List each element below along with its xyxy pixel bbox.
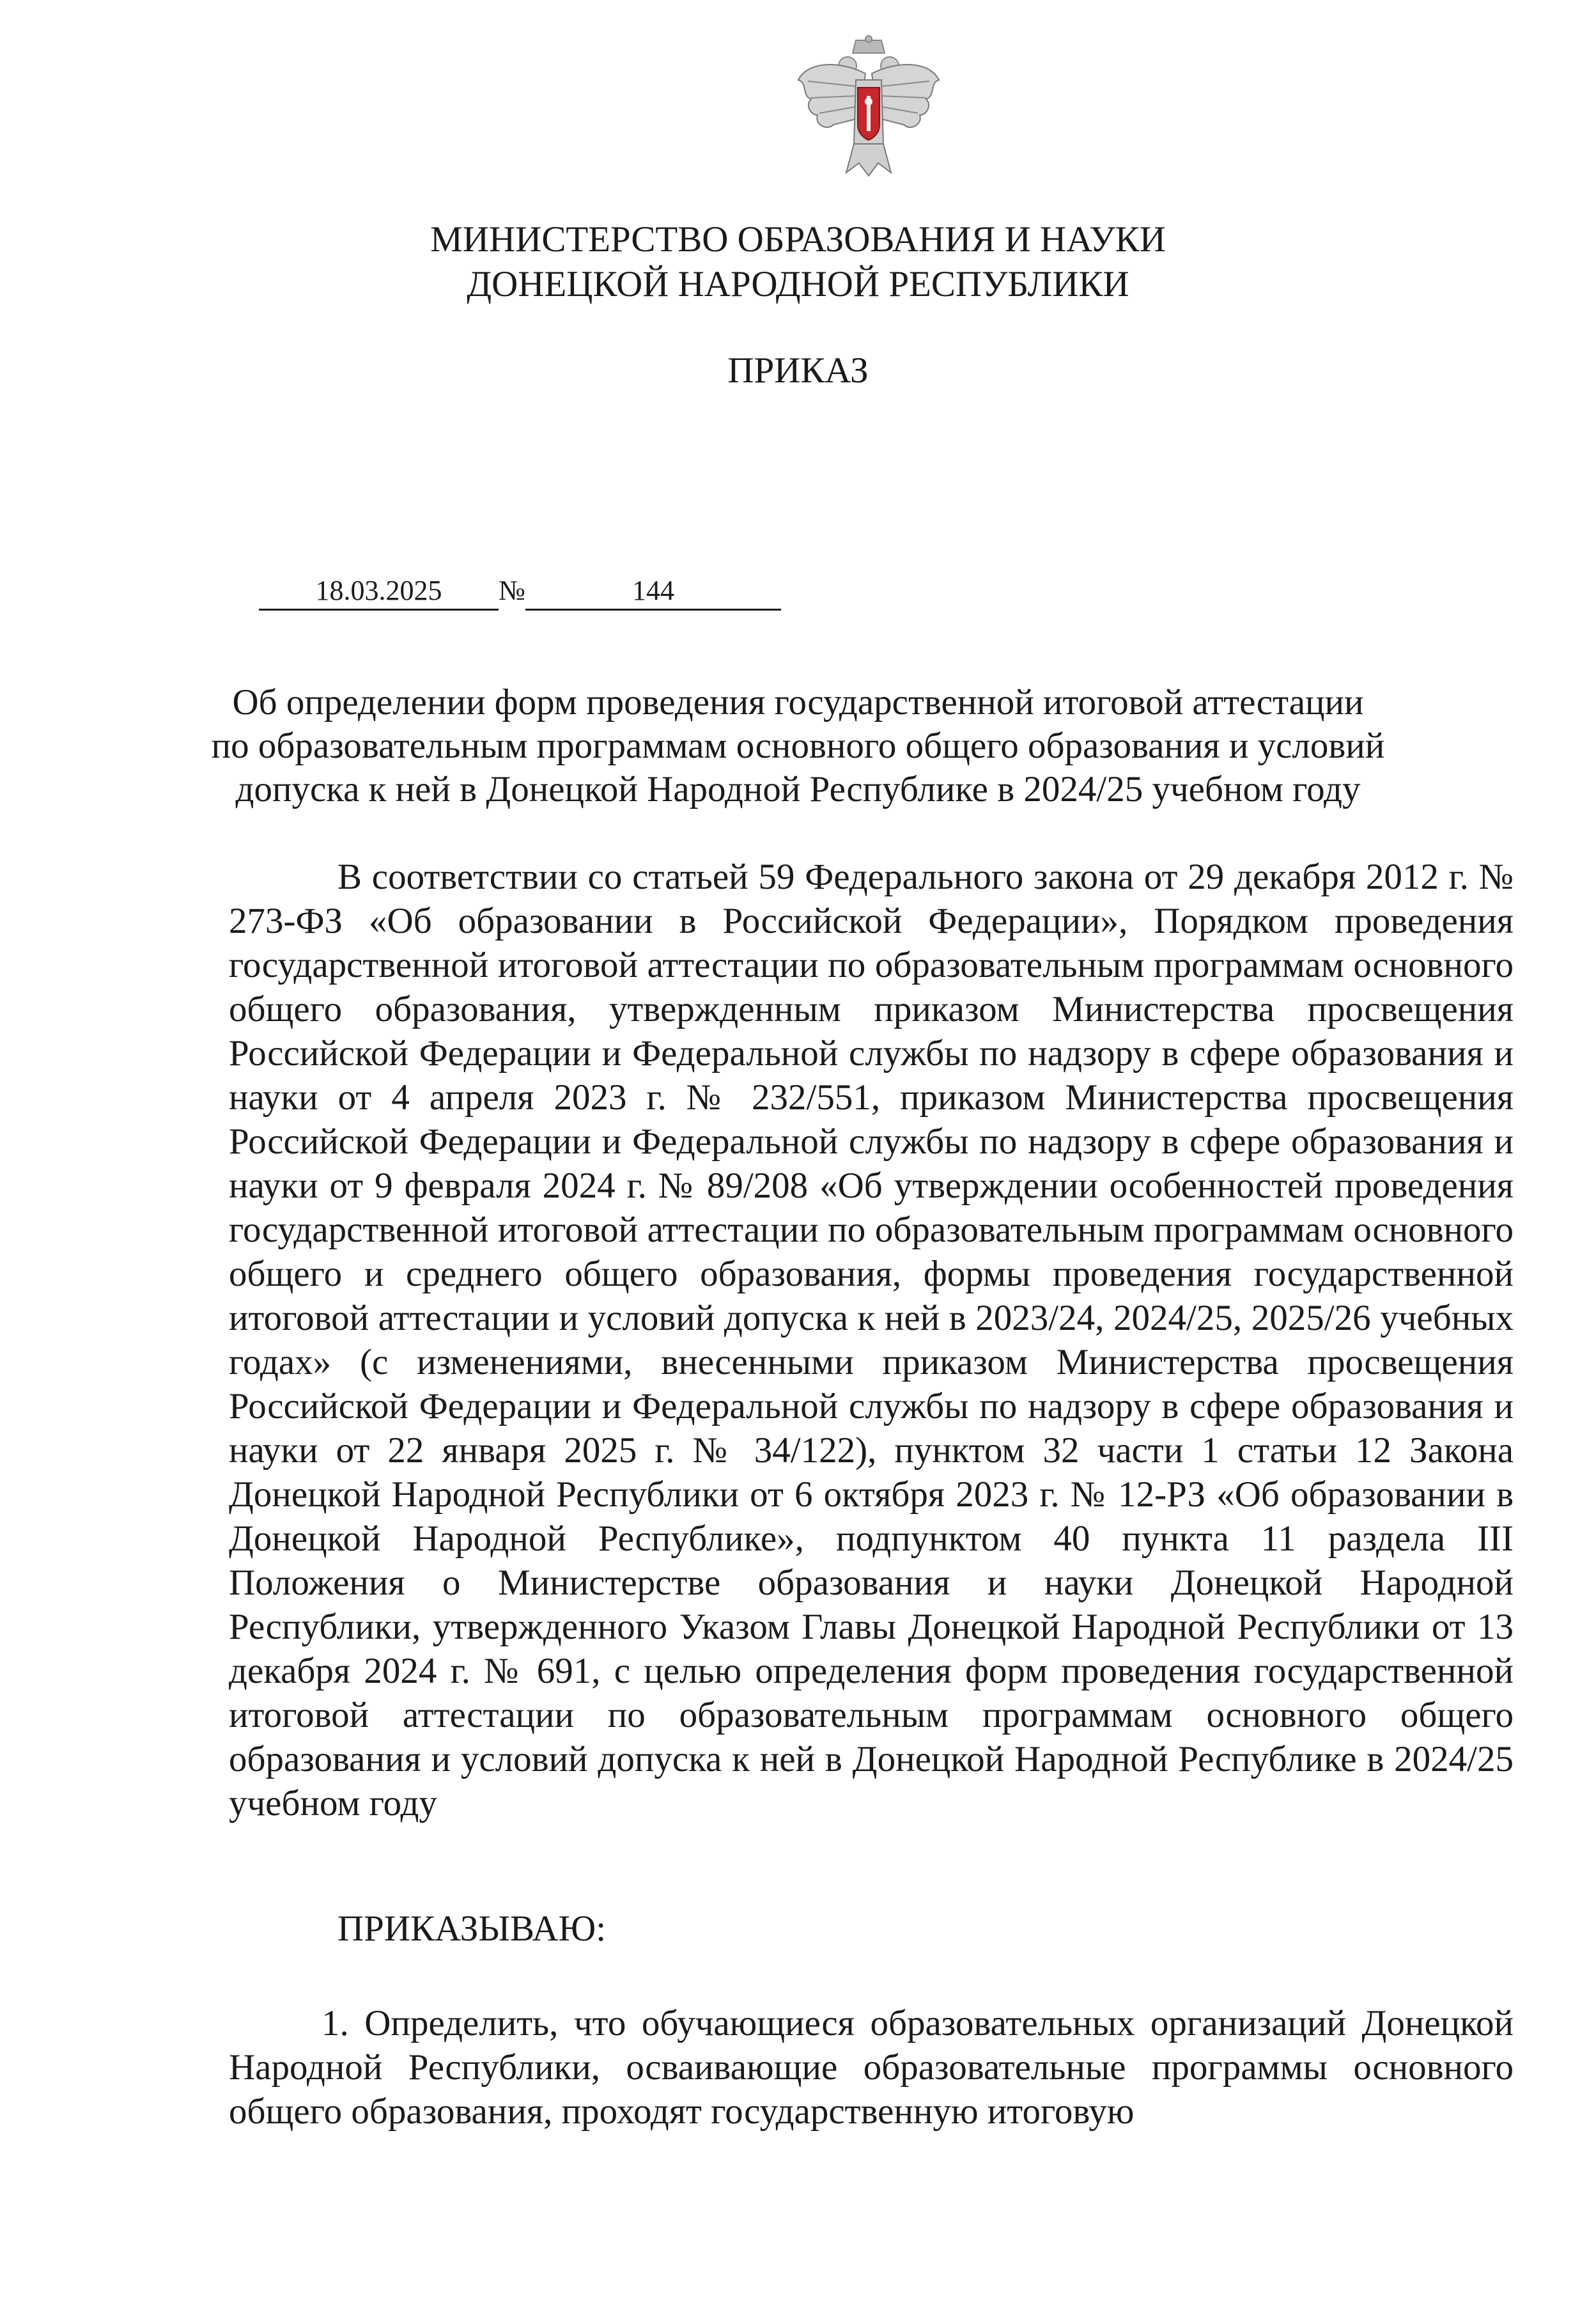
ministry-name (0, 217, 1596, 307)
document-number: 144 (525, 573, 781, 611)
preamble-text: В соответствии со статьей 59 Федерального закона от 29 декабря 2012 г. № 273-ФЗ «Об образовании в Российской Федерации», Порядком проведения государственной итоговой аттестации по образовательным программам основного общего образования, утвержденным приказом Министерства просвещения Российской Федерации и Федеральной службы по надзору в сфере образования и науки от 4 апреля 2023 г. № 232/551, приказом Министерства просвещения Российской Федерации и Федеральной службы по надзору в сфере образования и науки от 9 февраля 2024 г. № 89/208 «Об утверждении особенностей проведения государственной итоговой аттестации по образовательным программам основного общего и среднего общего образования, формы проведения государственной итоговой аттестации и условий допуска к ней в 2023/24, 2024/25, 2025/26 учебных годах» (с изменениями, внесенными приказом Министерства просвещения Российской Федерации и Федеральной службы по надзору в сфере образования и науки от 22 января 2025 г. № 34/122), пунктом 32 части 1 статьи 12 Закона Донецкой Народной Республики от 6 октября 2023 г. № 12-РЗ «Об образовании в Донецкой Народной Республике», подпунктом 40 пункта 11 раздела III Положения о Министерстве образования и науки Донецкой Народной Республики, утвержденного Указом Главы Донецкой Народной Республики от 13 декабря 2024 г. № 691, с целью определения форм проведения государственной итоговой аттестации по образовательным программам основного общего образования и условий допуска к ней в Донецкой Народной Республике в 2024/25 учебном году (229, 857, 1514, 1823)
document-meta (259, 573, 781, 611)
order-word: ПРИКАЗЫВАЮ: (337, 1909, 607, 1949)
subject-line-3: допуска к ней в Донецкой Народной Республике в 2024/25 учебном году (235, 769, 1361, 809)
coat-of-arms-icon (795, 35, 942, 177)
subject-line-2: по образовательным программам основного общего образования и условий (211, 726, 1385, 766)
document-subject (0, 681, 1596, 811)
subject-line-1: Об определении форм проведения государственной итоговой аттестации (232, 682, 1364, 722)
document-date: 18.03.2025 (259, 573, 499, 611)
number-sign: № (499, 575, 525, 606)
order-point-1 (229, 2001, 1514, 2134)
document-type: ПРИКАЗ (727, 350, 869, 391)
preamble-paragraph (229, 855, 1514, 1825)
point-1-text: 1. Определить, что обучающиеся образовательных организаций Донецкой Народной Республики, осваивающие образовательные программы основного общего образования, проходят государственную итоговую (229, 2003, 1514, 2132)
ministry-line-2: ДОНЕЦКОЙ НАРОДНОЙ РЕСПУБЛИКИ (467, 264, 1129, 304)
ministry-line-1: МИНИСТЕРСТВО ОБРАЗОВАНИЯ И НАУКИ (430, 219, 1166, 260)
